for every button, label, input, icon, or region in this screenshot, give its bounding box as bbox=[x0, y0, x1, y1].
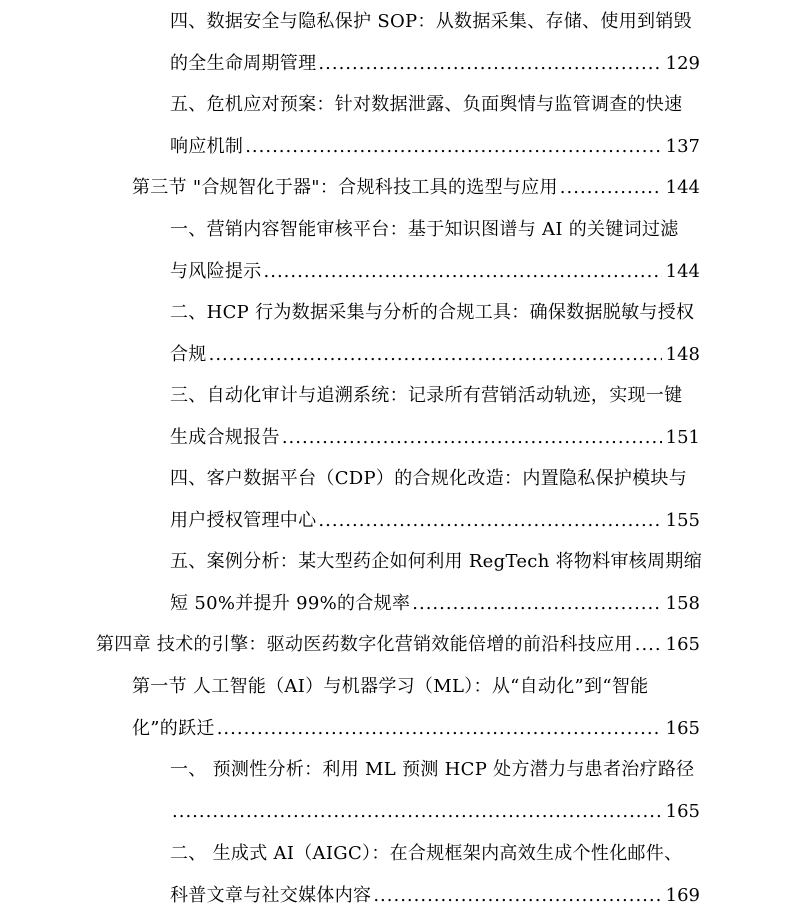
toc-entry-text: 第四章 技术的引擎：驱动医药数字化营销效能倍增的前沿科技应用 bbox=[96, 634, 633, 655]
page-number: 148 bbox=[665, 344, 700, 365]
dot-leader bbox=[635, 633, 662, 657]
toc-entry-ending[interactable] bbox=[170, 592, 700, 616]
toc-entry-text: 响应机制 bbox=[170, 136, 244, 157]
toc-entry-line: 一、营销内容智能审核平台：基于知识图谱与 AI 的关键词过滤 bbox=[170, 219, 679, 240]
toc-section-heading[interactable] bbox=[132, 176, 700, 200]
dot-leader bbox=[560, 176, 662, 200]
toc-entry-line: 二、HCP 行为数据采集与分析的合规工具：确保数据脱敏与授权 bbox=[170, 302, 695, 323]
dot-leader bbox=[264, 260, 662, 284]
page-number: 169 bbox=[665, 885, 700, 906]
toc-entry-line: 一、 预测性分析：利用 ML 预测 HCP 处方潜力与患者治疗路径 bbox=[170, 759, 695, 780]
toc-entry-line: 二、 生成式 AI（AIGC）：在合规框架内高效生成个性化邮件、 bbox=[170, 843, 683, 864]
page-number: 151 bbox=[665, 427, 700, 448]
toc-entry-text: 合规 bbox=[170, 344, 207, 365]
toc-entry-line: 第一节 人工智能（AI）与机器学习（ML）：从“自动化”到“智能 bbox=[132, 676, 649, 697]
page-number: 137 bbox=[665, 136, 700, 157]
page-number: 144 bbox=[665, 261, 700, 282]
toc-section-ending[interactable] bbox=[132, 717, 700, 741]
page-number: 165 bbox=[665, 801, 700, 822]
toc-entry-text: 生成合规报告 bbox=[170, 427, 280, 448]
toc-entry-text: 第三节 "合规智化于器"：合规科技工具的选型与应用 bbox=[132, 177, 558, 198]
toc-entry-ending[interactable] bbox=[170, 800, 700, 824]
toc-entry-ending[interactable] bbox=[170, 343, 700, 367]
dot-leader bbox=[209, 343, 662, 367]
toc-entry-ending[interactable] bbox=[170, 884, 700, 908]
page-number: 144 bbox=[665, 177, 700, 198]
dot-leader bbox=[245, 135, 661, 159]
toc-chapter-heading[interactable] bbox=[96, 633, 700, 657]
toc-entry-text: 用户授权管理中心 bbox=[170, 510, 317, 531]
toc-entry-line: 五、案例分析：某大型药企如何利用 RegTech 将物料审核周期缩 bbox=[170, 551, 703, 572]
toc-entry-line: 四、客户数据平台（CDP）的合规化改造：内置隐私保护模块与 bbox=[170, 468, 688, 489]
dot-leader bbox=[172, 800, 662, 824]
toc-entry-text: 的全生命周期管理 bbox=[170, 53, 317, 74]
toc-entry-ending[interactable] bbox=[170, 260, 700, 284]
dot-leader bbox=[412, 592, 661, 616]
dot-leader bbox=[282, 426, 662, 450]
toc-entry-text: 短 50%并提升 99%的合规率 bbox=[170, 593, 411, 614]
toc-entry-line: 三、自动化审计与追溯系统：记录所有营销活动轨迹，实现一键 bbox=[170, 385, 683, 406]
dot-leader bbox=[373, 884, 661, 908]
toc-entry-ending[interactable] bbox=[170, 426, 700, 450]
toc-entry-text: 与风险提示 bbox=[170, 261, 262, 282]
toc-entry-text: 科普文章与社交媒体内容 bbox=[170, 885, 372, 906]
toc-entry-text: 化”的跃迁 bbox=[132, 718, 215, 739]
page-number: 165 bbox=[665, 634, 700, 655]
toc-entry-ending[interactable] bbox=[170, 135, 700, 159]
toc-entry-ending[interactable] bbox=[170, 52, 700, 76]
dot-leader bbox=[318, 52, 661, 76]
toc-entry-ending[interactable] bbox=[170, 509, 700, 533]
page-number: 129 bbox=[665, 53, 700, 74]
dot-leader bbox=[318, 509, 661, 533]
page-number: 165 bbox=[665, 718, 700, 739]
toc-entry-line: 五、危机应对预案：针对数据泄露、负面舆情与监管调查的快速 bbox=[170, 94, 683, 115]
page-number: 158 bbox=[665, 593, 700, 614]
toc-entry-line: 四、数据安全与隐私保护 SOP：从数据采集、存储、使用到销毁 bbox=[170, 11, 692, 32]
page-number: 155 bbox=[665, 510, 700, 531]
dot-leader bbox=[217, 717, 662, 741]
